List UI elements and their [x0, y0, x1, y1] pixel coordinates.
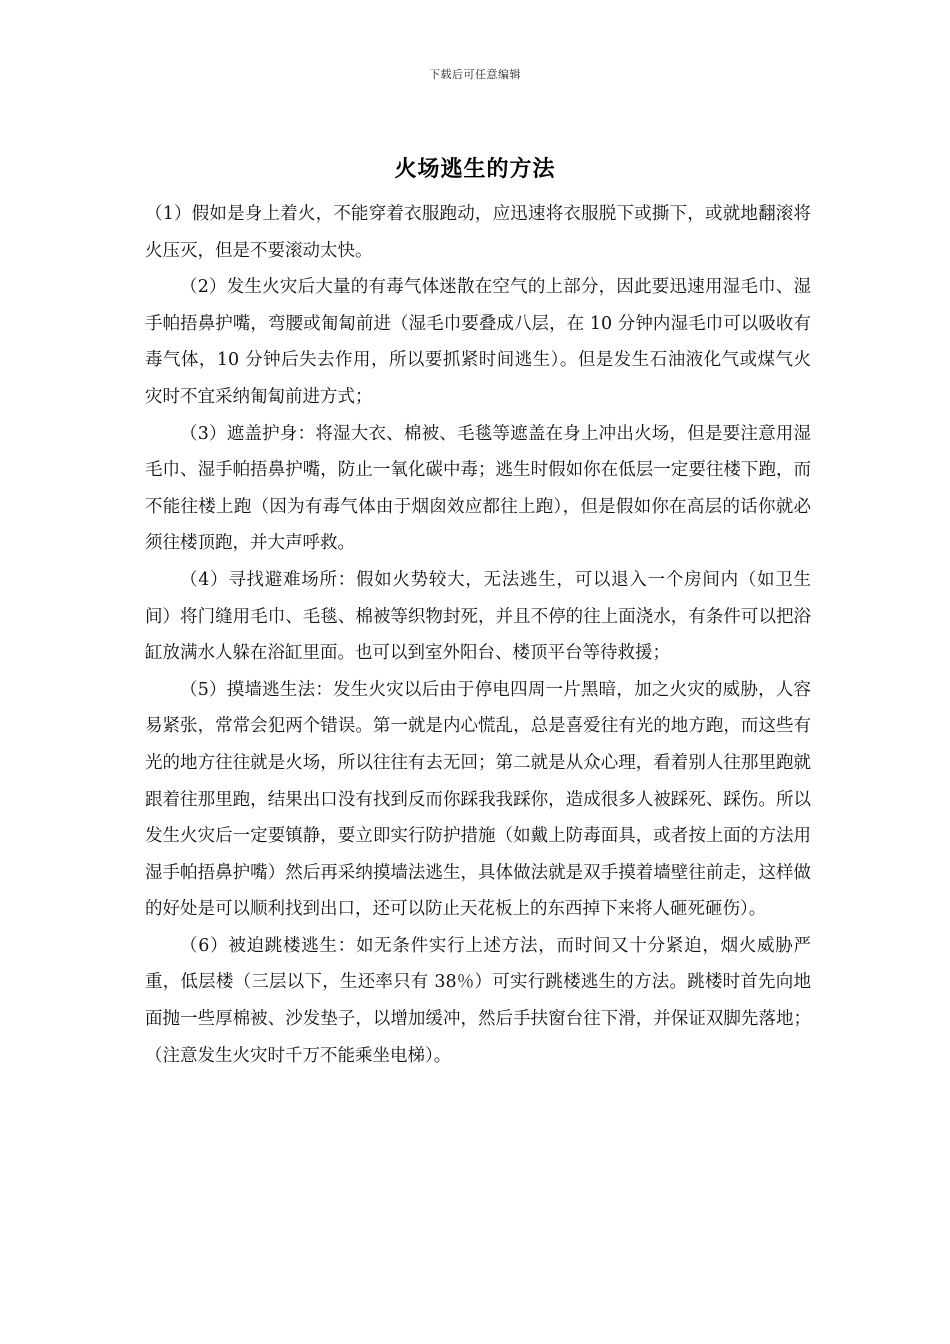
document-title: 火场逃生的方法	[394, 156, 556, 182]
document-body	[145, 196, 811, 1074]
paragraph-4: （4）寻找避难场所：假如火势较大，无法逃生，可以退入一个房间内（如卫生间）将门缝用毛巾、毛毯、棉被等织物封死，并且不停的往上面浇水，有条件可以把浴缸放满水人躲在浴缸里面。也可以到室外阳台、楼顶平台等待救援；	[145, 569, 811, 664]
paragraph-2: （2）发生火灾后大量的有毒气体迷散在空气的上部分，因此要迅速用湿毛巾、湿手帕捂鼻护嘴，弯腰或匍匐前进（湿毛巾要叠成八层，在 10 分钟内湿毛巾可以吸收有毒气体，10 分钟后失去作用，所以要抓紧时间逃生）。但是发生石油液化气或煤气火灾时不宜采纳匍匐前进方式；	[145, 277, 811, 407]
paragraph-5: （5）摸墙逃生法：发生火灾以后由于停电四周一片黑暗，加之火灾的威胁，人容易紧张，常常会犯两个错误。第一就是内心慌乱，总是喜爱往有光的地方跑，而这些有光的地方往往就是火场，所以往往有去无回；第二就是从众心理，看着别人往那里跑就跟着往那里跑，结果出口没有找到反而你踩我我踩你，造成很多人被踩死、踩伤。所以发生火灾后一定要镇静，要立即实行防护措施（如戴上防毒面具，或者按上面的方法用湿手帕捂鼻护嘴）然后再采纳摸墙法逃生，具体做法就是双手摸着墙壁往前走，这样做的好处是可以顺利找到出口，还可以防止天花板上的东西掉下来将人砸死砸伤）。	[145, 679, 811, 920]
paragraph-6: （6）被迫跳楼逃生：如无条件实行上述方法，而时间又十分紧迫，烟火威胁严重，低层楼（三层以下，生还率只有 38％）可实行跳楼逃生的方法。跳楼时首先向地面抛一些厚棉被、沙发垫子，以增加缓冲，然后手扶窗台往下滑，并保证双脚先落地；（注意发生火灾时千万不能乘坐电梯）。	[145, 935, 811, 1066]
paragraph-3: （3）遮盖护身：将湿大衣、棉被、毛毯等遮盖在身上冲出火场，但是要注意用湿毛巾、湿手帕捂鼻护嘴，防止一氧化碳中毒；逃生时假如你在低层一定要往楼下跑，而不能往楼上跑（因为有毒气体由于烟囱效应都往上跑），但是假如你在高层的话你就必须往楼顶跑，并大声呼救。	[145, 423, 811, 554]
paragraph-1: （1）假如是身上着火，不能穿着衣服跑动，应迅速将衣服脱下或撕下，或就地翻滚将火压灭，但是不要滚动太快。	[145, 204, 811, 261]
page-header-note: 下载后可任意编辑	[429, 68, 521, 81]
